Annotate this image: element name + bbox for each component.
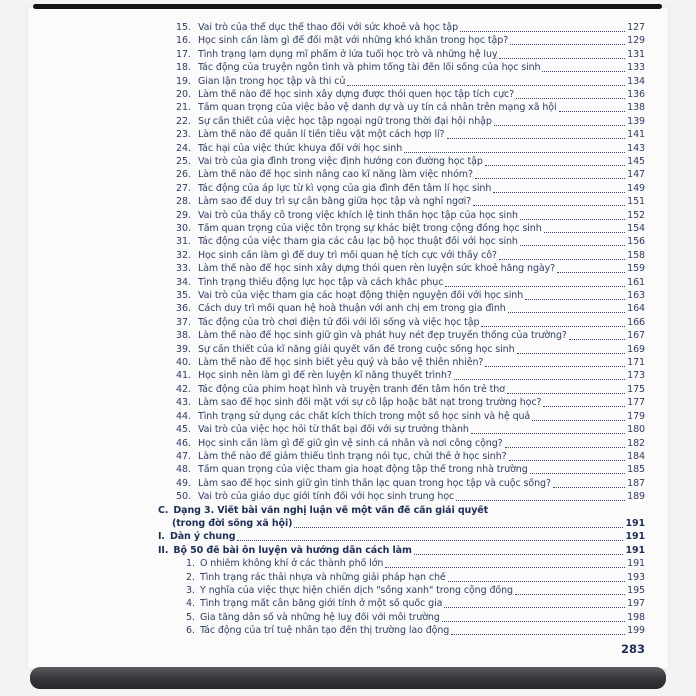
toc-leader-dots — [448, 581, 625, 582]
toc-row-number: 46. — [176, 437, 191, 449]
toc-row — [158, 128, 645, 141]
toc-row-page: 134 — [627, 75, 645, 87]
toc-row-title: Tình trạng thiếu động lực học tập và cách khắc phục — [198, 276, 444, 288]
toc-row-number: I. — [158, 531, 165, 543]
toc-row-title: Học sinh cần làm gì để duy trì mối quan hệ tích cực với thầy cô? — [198, 249, 497, 261]
toc-leader-dots — [445, 286, 625, 287]
toc-row-number: 1. — [186, 558, 195, 570]
toc-row-title: Vai trò của giáo dục giới tính đối với học sinh trung học — [198, 491, 455, 503]
toc-row — [158, 182, 645, 195]
toc-row-number: 50. — [176, 491, 191, 503]
toc-row-page: 152 — [627, 209, 645, 221]
page-number: 283 — [620, 642, 645, 656]
toc-row-title: Vai trò của thể dục thể thao đối với sức khoẻ và học tập — [198, 21, 459, 33]
toc-row-title: Học sinh nên làm gì để rèn luyện kĩ năng thuyết trình? — [198, 370, 452, 382]
toc-row-title: (trong đời sống xã hội) — [172, 517, 293, 529]
toc-leader-dots — [442, 621, 625, 622]
toc-row-page: 161 — [627, 276, 645, 288]
toc-leader-dots — [532, 420, 625, 421]
toc-row-title: Tình trạng sử dụng các chất kích thích trong một số học sinh và hệ quả — [198, 410, 531, 422]
toc-row-title: Làm sao để duy trì sự cân bằng giữa học tập và nghỉ ngơi? — [198, 196, 472, 208]
toc-row — [158, 142, 645, 155]
toc-row-title: Tầm quan trọng của việc bảo vệ danh dự và uy tín cá nhân trên mạng xã hội — [198, 102, 557, 114]
toc-row-number: 36. — [176, 303, 191, 315]
toc-row-title: Tác hại của việc thức khuya đối với học sinh — [198, 142, 403, 154]
toc-row — [158, 557, 645, 570]
toc-row-page: 143 — [627, 142, 645, 154]
toc-row-title: Tác động của truyện ngôn tình và phim tổng tài đến lối sống của học sinh — [198, 62, 541, 74]
toc-row-number: 45. — [176, 424, 191, 436]
toc-leader-dots — [507, 393, 625, 394]
toc-row-number: 25. — [176, 155, 191, 167]
toc-row-page: 199 — [627, 625, 645, 637]
toc-row-title: Dạng 3. Viết bài văn nghị luận về một vấn đề cần giải quyết — [173, 504, 489, 516]
toc-row — [158, 316, 645, 329]
book-bottom-edge — [30, 667, 666, 689]
toc-row-title: Vai trò của gia đình trong việc định hướng con đường học tập — [198, 155, 483, 167]
toc-row-title: Cách duy trì mối quan hệ hoà thuận với anh chị em trong gia đình — [198, 303, 506, 315]
toc-leader-dots — [475, 178, 625, 179]
toc-row-title: Sự cần thiết của kĩ năng giải quyết vấn đề trong cuộc sống học sinh — [198, 343, 515, 355]
toc-row — [158, 48, 645, 61]
book-top-edge — [33, 4, 662, 9]
toc-leader-dots — [494, 125, 625, 126]
toc-row-number: 3. — [186, 584, 195, 596]
toc-row-number: 48. — [176, 464, 191, 476]
toc-row-page: 179 — [627, 410, 645, 422]
toc-leader-dots — [569, 339, 625, 340]
toc-row-page: 197 — [627, 598, 645, 610]
toc-leader-dots — [544, 232, 626, 233]
toc-row-title: Học sinh cần làm gì để giữ gìn vệ sinh cá nhân và nơi công cộng? — [198, 437, 503, 449]
toc-row — [158, 477, 645, 490]
toc-row-page: 154 — [627, 223, 645, 234]
toc-row-title: Vai trò của thầy cô trong việc khích lệ tinh thần học tập của học sinh — [198, 209, 518, 221]
toc-leader-dots — [414, 554, 624, 555]
toc-row-number: 33. — [176, 263, 191, 275]
toc-row-number: 28. — [176, 196, 191, 208]
toc-row-title: Tác động của trò chơi điện tử đối với lối sống và việc học tập — [198, 316, 480, 328]
toc-row-number: 22. — [176, 115, 191, 127]
toc-leader-dots — [525, 299, 625, 300]
toc-row-page: 166 — [627, 316, 645, 328]
toc-row — [158, 303, 645, 316]
toc-row — [158, 597, 645, 610]
toc-leader-dots — [543, 406, 625, 407]
toc-row-page: 167 — [627, 330, 645, 342]
toc-row-page: 151 — [627, 196, 645, 208]
toc-row — [158, 289, 645, 302]
toc-row-page: 191 — [625, 544, 645, 556]
toc-row — [158, 611, 645, 624]
toc-row-page: 191 — [625, 517, 645, 529]
toc-row-page: 133 — [627, 62, 645, 74]
toc-row-number: 26. — [176, 169, 191, 181]
toc-row — [158, 504, 645, 517]
toc-row-page: 159 — [627, 263, 645, 275]
toc-row-number: 15. — [176, 21, 191, 33]
toc-row — [158, 276, 645, 289]
toc-row-title: Tác động của phim hoạt hình và truyện tranh đến tâm hồn trẻ thơ — [198, 383, 505, 395]
toc-row — [158, 155, 645, 168]
toc-row-page: 184 — [627, 450, 645, 462]
toc-leader-dots — [493, 192, 625, 193]
toc-row-title: Bộ 50 đề bài ôn luyện và hướng dẫn cách làm — [173, 544, 412, 556]
toc-row — [158, 262, 645, 275]
toc-row — [158, 34, 645, 47]
toc-row — [158, 195, 645, 208]
toc-row — [158, 88, 645, 101]
toc-row — [158, 463, 645, 476]
toc-row — [158, 101, 645, 114]
toc-row-page: 158 — [627, 249, 645, 261]
toc-row-number: 19. — [176, 75, 191, 87]
toc-row-page: 191 — [625, 531, 645, 543]
toc-row-title: Ô nhiễm không khí ở các thành phố lớn — [200, 558, 384, 570]
toc-row — [158, 249, 645, 262]
toc-row-title: Tác động của áp lực từ kì vọng của gia đình đến tâm lí học sinh — [198, 182, 492, 194]
toc-row — [158, 115, 645, 128]
toc-row-title: Làm sao để học sinh giữ gìn tinh thần lạc quan trong học tập và cuộc sống? — [198, 477, 551, 489]
toc-row — [158, 490, 645, 503]
toc-row — [158, 370, 645, 383]
toc-leader-dots — [481, 326, 625, 327]
toc-leader-dots — [499, 58, 625, 59]
toc-row-number: 27. — [176, 182, 191, 194]
toc-row-number: 16. — [176, 35, 191, 47]
toc-row-number: 24. — [176, 142, 191, 154]
toc-row — [158, 61, 645, 74]
toc-row-page: 138 — [627, 102, 645, 114]
toc-row — [158, 168, 645, 181]
toc-row-number: 17. — [176, 48, 191, 60]
toc-leader-dots — [444, 607, 625, 608]
toc-leader-dots — [347, 85, 625, 86]
toc-row-title: Học sinh cần làm gì để đối mặt với những khó khăn trong học tập? — [198, 35, 509, 47]
toc-leader-dots — [508, 312, 625, 313]
toc-leader-dots — [509, 460, 626, 461]
toc-leader-dots — [473, 205, 625, 206]
toc-row-title: Vai trò của việc học hỏi từ thất bại đối với sự trưởng thành — [198, 424, 469, 436]
toc-row-title: Sự cần thiết của việc học tập ngoại ngữ trong thời đại hội nhập — [198, 115, 492, 127]
toc-row-page: 175 — [627, 383, 645, 395]
toc-leader-dots — [294, 527, 623, 528]
toc-row-page: 185 — [627, 464, 645, 476]
toc-row-number: 49. — [176, 477, 191, 489]
toc-row-page: 187 — [627, 477, 645, 489]
toc-row — [158, 209, 645, 222]
toc-row-page: 149 — [627, 182, 645, 194]
toc-row-page: 136 — [627, 88, 645, 100]
toc-row-page: 193 — [627, 571, 645, 583]
toc-row — [158, 236, 645, 249]
toc-row-number: 42. — [176, 383, 191, 395]
toc-row-number: 21. — [176, 102, 191, 114]
toc-leader-dots — [515, 594, 625, 595]
toc-row-number: 39. — [176, 343, 191, 355]
toc-leader-dots — [485, 165, 625, 166]
toc-row-number: 43. — [176, 397, 191, 409]
toc-row-page: 171 — [627, 357, 645, 369]
toc-row-title: Làm thế nào để quản lí tiền tiêu vặt một cách hợp lí? — [198, 129, 445, 141]
toc-row-title: Làm thế nào để học sinh giữ gìn và phát huy nét đẹp truyền thống của trường? — [198, 330, 567, 342]
toc-leader-dots — [471, 433, 625, 434]
toc-row-number: 30. — [176, 223, 191, 234]
toc-row-page: 156 — [627, 236, 645, 248]
toc-row — [158, 624, 645, 637]
toc-row — [158, 517, 645, 530]
toc-row-number: 18. — [176, 62, 191, 74]
toc-row-title: Tình trạng lạm dụng mĩ phẩm ở lứa tuổi học trò và những hệ luỵ — [198, 48, 498, 60]
toc-leader-dots — [485, 366, 625, 367]
toc-row — [158, 356, 645, 369]
toc-leader-dots — [517, 353, 626, 354]
toc-leader-dots — [516, 98, 625, 99]
toc-row-title: Tác động của việc tham gia các câu lạc bộ học thuật đối với học sinh — [198, 236, 518, 248]
toc-row-title: Làm thế nào để giảm thiểu tình trạng nói tục, chửi thề ở học sinh? — [198, 450, 507, 462]
book-page — [28, 8, 668, 668]
toc-row-page: 189 — [627, 491, 645, 503]
toc-row — [158, 544, 645, 557]
toc-row-number: C. — [158, 504, 169, 516]
toc-row-number: 23. — [176, 129, 191, 141]
toc-row-number: 47. — [176, 450, 191, 462]
toc-row-title: Làm thế nào để học sinh xây dựng được thói quen học tập tích cực? — [198, 88, 515, 100]
toc-row-page: 145 — [627, 155, 645, 167]
toc-row — [158, 222, 645, 235]
toc-row — [158, 450, 645, 463]
toc-row — [158, 571, 645, 584]
toc-row-title: Làm sao để học sinh đối mặt với sự cô lập hoặc bắt nạt trong trường học? — [198, 397, 542, 409]
toc-row-page: 164 — [627, 303, 645, 315]
toc-leader-dots — [542, 71, 625, 72]
toc-row-page: 141 — [627, 129, 645, 141]
toc-row-number: 6. — [186, 625, 195, 637]
toc-leader-dots — [559, 111, 626, 112]
toc-row — [158, 75, 645, 88]
toc-leader-dots — [385, 567, 625, 568]
toc-row — [158, 329, 645, 342]
toc-row-title: Tầm quan trọng của việc tôn trọng sự khác biệt trong cộng đồng học sinh — [198, 223, 542, 234]
toc-row-page: 195 — [627, 584, 645, 596]
toc-row-page: 173 — [627, 370, 645, 382]
toc-row-number: 20. — [176, 88, 191, 100]
toc-row — [158, 410, 645, 423]
toc-row-number: 41. — [176, 370, 191, 382]
toc-row-number: II. — [158, 544, 169, 556]
table-of-contents — [158, 21, 645, 638]
toc-row-number: 5. — [186, 611, 195, 623]
toc-row-number: 44. — [176, 410, 191, 422]
toc-leader-dots — [530, 473, 626, 474]
toc-row-title: Tình trạng rác thải nhựa và những giải pháp hạn chế — [200, 571, 446, 583]
toc-row-page: 147 — [627, 169, 645, 181]
toc-row — [158, 530, 645, 543]
toc-row-title: Tác động của trí tuệ nhân tạo đến thị trường lao động — [200, 625, 450, 637]
toc-row-page: 127 — [627, 21, 645, 33]
toc-row-title: Ý nghĩa của việc thực hiện chiến dịch "sống xanh" trong cộng đồng — [200, 584, 513, 596]
toc-row-page: 169 — [627, 343, 645, 355]
toc-row-number: 31. — [176, 236, 191, 248]
toc-row-title: Dàn ý chung — [169, 531, 236, 543]
toc-row — [158, 437, 645, 450]
toc-row-number: 4. — [186, 598, 195, 610]
toc-row-title: Làm thế nào để học sinh biết yêu quý và bảo vệ thiên nhiên? — [198, 357, 484, 369]
toc-leader-dots — [499, 259, 625, 260]
toc-row-number: 34. — [176, 276, 191, 288]
toc-leader-dots — [460, 31, 625, 32]
toc-row-number: 35. — [176, 290, 191, 302]
toc-row-title: Gia tăng dân số và những hệ luỵ đối với môi trường — [200, 611, 440, 623]
toc-row — [158, 423, 645, 436]
toc-row-number: 38. — [176, 330, 191, 342]
toc-leader-dots — [451, 634, 625, 635]
toc-row-page: 177 — [627, 397, 645, 409]
toc-row-number: 32. — [176, 249, 191, 261]
toc-leader-dots — [454, 379, 625, 380]
toc-row-page: 163 — [627, 290, 645, 302]
toc-row-page: 129 — [627, 35, 645, 47]
toc-row-page: 198 — [627, 611, 645, 623]
toc-leader-dots — [553, 487, 625, 488]
toc-leader-dots — [520, 219, 625, 220]
toc-row — [158, 343, 645, 356]
toc-row-title: Tầm quan trọng của việc tham gia hoạt động tập thể trong nhà trường — [198, 464, 528, 476]
toc-leader-dots — [404, 152, 625, 153]
toc-row-title: Làm thế nào để học sinh xây dựng thói quen rèn luyện sức khoẻ hằng ngày? — [198, 263, 556, 275]
toc-row-page: 139 — [627, 115, 645, 127]
toc-row-page: 191 — [627, 558, 645, 570]
toc-leader-dots — [510, 44, 625, 45]
toc-row-number: 2. — [186, 571, 195, 583]
toc-leader-dots — [447, 138, 626, 139]
toc-leader-dots — [520, 245, 625, 246]
toc-row-page: 131 — [627, 48, 645, 60]
toc-row-title: Vai trò của việc tham gia các hoạt động thiện nguyện đối với học sinh — [198, 290, 524, 302]
toc-row-title: Làm thế nào để học sinh nâng cao kĩ năng làm việc nhóm? — [198, 169, 473, 181]
toc-row-number: 37. — [176, 316, 191, 328]
toc-row — [158, 383, 645, 396]
toc-row-title: Tình trạng mất cân bằng giới tính ở một số quốc gia — [200, 598, 443, 610]
toc-row-number: 40. — [176, 357, 191, 369]
toc-leader-dots — [557, 272, 625, 273]
toc-row — [158, 21, 645, 34]
toc-row-page: 180 — [627, 424, 645, 436]
toc-row-number: 29. — [176, 209, 191, 221]
toc-row — [158, 396, 645, 409]
toc-row-title: Gian lận trong học tập và thi cử — [198, 75, 346, 87]
toc-leader-dots — [456, 500, 625, 501]
toc-row-page: 182 — [627, 437, 645, 449]
toc-row — [158, 584, 645, 597]
toc-leader-dots — [237, 540, 623, 541]
toc-leader-dots — [505, 447, 626, 448]
